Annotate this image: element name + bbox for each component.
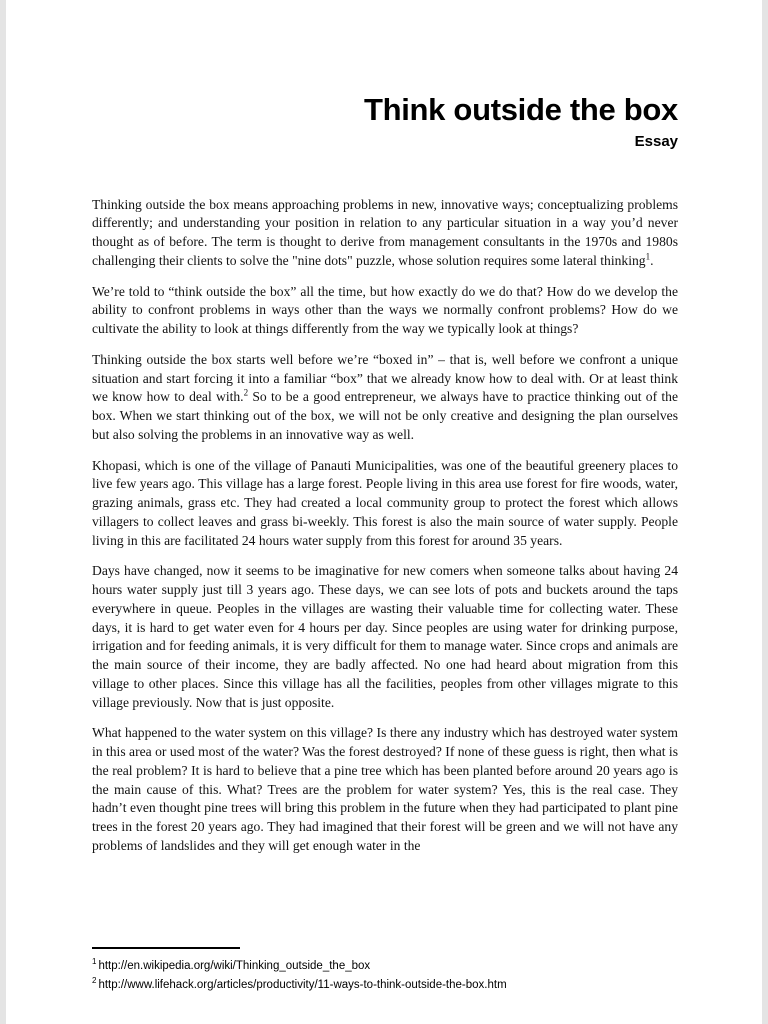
paragraph-text: We’re told to “think outside the box” all the time, but how exactly do we do that? How do we develop the ability to confront problems in ways other than the ways we normally confront problems? How do we cultivate the ability to look at things differently from the way we typically look at things? [92, 283, 678, 337]
document-title: Think outside the box [363, 92, 678, 127]
paragraph-3 [92, 351, 678, 445]
footnote-marker-2: 2 [92, 975, 97, 985]
footnote-separator [92, 947, 240, 949]
paragraph-text: Days have changed, now it seems to be imaginative for new comers when someone talks about having 24 hours water supply just till 3 years ago. These days, we can see lots of pots and buckets around the taps everywhere in queue. Peoples in the villages are wasting their valuable time for collecting water. These days, it is hard to get water even for 4 hours per day. Since peoples are using water for drinking purpose, irrigation and for feeding animals, it is very difficult for them to manage water. Since crops and animals are the main source of their income, they are badly affected. No one had heard about migration from this village to other places. Since this village has all the facilities, peoples from other villages migrate to this village previously. Now that is just opposite. [92, 563, 678, 710]
footnote-ref-2: 2 [243, 387, 249, 398]
paragraph-text: Thinking outside the box starts well before we’re “boxed in” – that is, well before we confront a unique situation and start forcing it into a familiar “box” that we already know how to deal with. Or at least think we know how to deal with. [92, 351, 678, 405]
paragraph-text: . [650, 252, 654, 268]
footnote-marker-1: 1 [92, 956, 97, 966]
footnote-2 [92, 975, 678, 994]
document-body [92, 196, 678, 856]
document-page [6, 0, 762, 1024]
footnote-url-1: http://en.wikipedia.org/wiki/Thinking_outside_the_box [98, 959, 371, 972]
paragraph-text: Khopasi, which is one of the village of Panauti Municipalities, was one of the beautiful greenery places to live few years ago. This village has a large forest. People living in this area use forest for fire woods, water, grazing animals, grass etc. They had created a local community group to protect the forest which allows villagers to collect leaves and grass bi-weekly. This forest is also the main source of water supply. People living in this are facilitated 24 hours water supply from this forest for around 35 years. [92, 457, 678, 548]
paragraph-1 [92, 196, 678, 271]
document-subtitle: Essay [634, 132, 678, 150]
footnote-ref-1: 1 [645, 251, 651, 262]
paragraph-5 [92, 562, 678, 712]
paragraph-text: What happened to the water system on this village? Is there any industry which has destroyed water system in this area or used most of the water? Was the forest destroyed? If none of these guess is right, then what is the real problem? It is hard to believe that a pine tree which has been planted before around 20 years ago is the main cause of this. What? Trees are the problem for water system? Yes, this is the real case. They hadn’t even thought pine trees will bring this problem in the future when they had participated to plant pine trees in the forest 20 years ago. They had imagined that their forest will be green and we will not have any problems of landslides and they will get enough water in the [92, 725, 678, 853]
paragraph-2 [92, 283, 678, 339]
paragraph-4 [92, 457, 678, 551]
footnotes-section [92, 947, 678, 994]
paragraph-text: So to be a good entrepreneur, we always have to practice thinking out of the box. When we start thinking out of the box, we will not be only creative and designing the plan ourselves but also solving the problems in an innovative way as well. [92, 389, 679, 442]
paragraph-text: Thinking outside the box means approaching problems in new, innovative ways; conceptualizing problems differently; and understanding your position in relation to any particular situation in a way you’d never thought as of before. The term is thought to derive from management consultants in the 1970s and 1980s challenging their clients to solve the "nine dots" puzzle, whose solution requires some lateral thinking [92, 196, 678, 268]
paragraph-6 [92, 724, 678, 855]
footnote-url-2: http://www.lifehack.org/articles/productivity/11-ways-to-think-outside-the-box.htm [98, 978, 507, 991]
footnote-1 [92, 956, 678, 975]
